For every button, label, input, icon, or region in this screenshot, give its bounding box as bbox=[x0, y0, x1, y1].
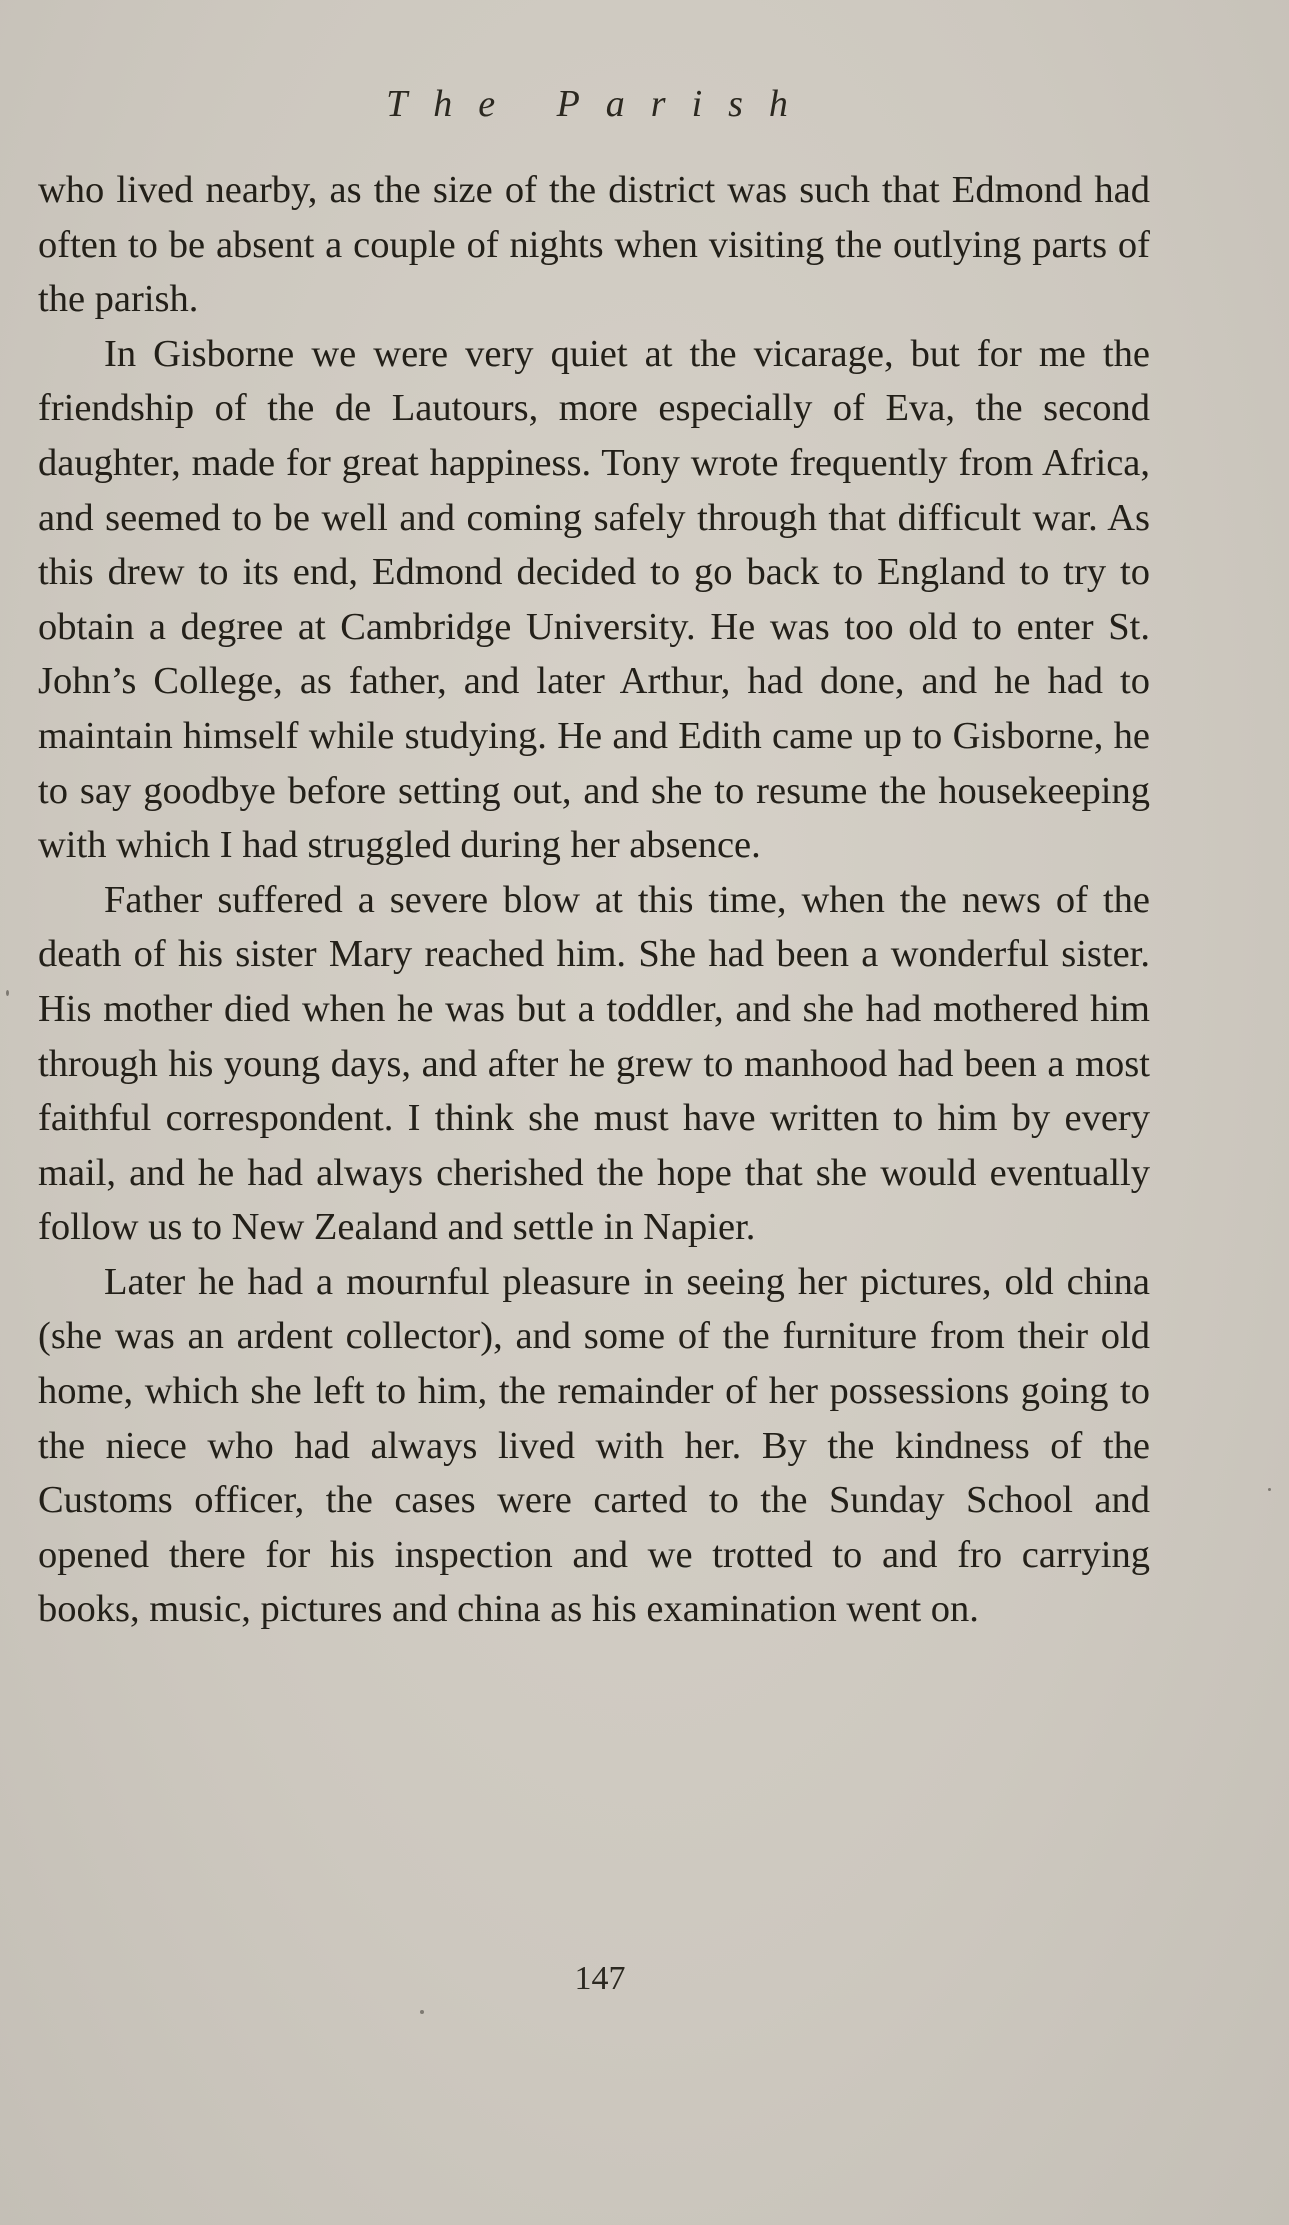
running-head: The Parish bbox=[386, 83, 814, 125]
paragraph: Father suffered a severe blow at this time, when the news of the death of his sister Mary reached him. She had been a wonderful sister. His mother died when he was but a toddler, and she had mothered him through his young days, and after he grew to manhood had been a most faithful correspondent. I think she must have written to him by every mail, and he had always cherished the hope that she would eventually follow us to New Zealand and settle in Napier. bbox=[38, 878, 1150, 1249]
paragraph: In Gisborne we were very quiet at the vicarage, but for me the friendship of the de Lautours, more especially of Eva, the second daughter, made for great happiness. Tony wrote frequently from Africa, and seemed to be well and coming safely through that difficult war. As this drew to its end, Edmond decided to go back to England to try to obtain a degree at Cambridge University. He was too old to enter St. John’s College, as father, and later Arthur, had done, and he had to maintain himself while studying. He and Edith came up to Gisborne, he to say goodbye before setting out, and she to resume the housekeeping with which I had struggled during her absence. bbox=[38, 332, 1150, 867]
body-text bbox=[38, 163, 1150, 1637]
paper-speck bbox=[6, 990, 9, 996]
paper-speck bbox=[1268, 1488, 1271, 1491]
paragraph: Later he had a mournful pleasure in seeing her pictures, old china (she was an ardent collector), and some of the furniture from their old home, which she left to him, the remainder of her possessions going to the niece who had always lived with her. By the kindness of the Customs officer, the cases were carted to the Sunday School and opened there for his inspection and we trotted to and fro carrying books, music, pictures and china as his examination went on. bbox=[38, 1260, 1150, 1631]
page-number: 147 bbox=[574, 1960, 626, 1997]
paper-speck bbox=[420, 2010, 424, 2014]
paragraph: who lived nearby, as the size of the district was such that Edmond had often to be absent a couple of nights when visiting the outlying parts of the parish. bbox=[38, 169, 1150, 321]
